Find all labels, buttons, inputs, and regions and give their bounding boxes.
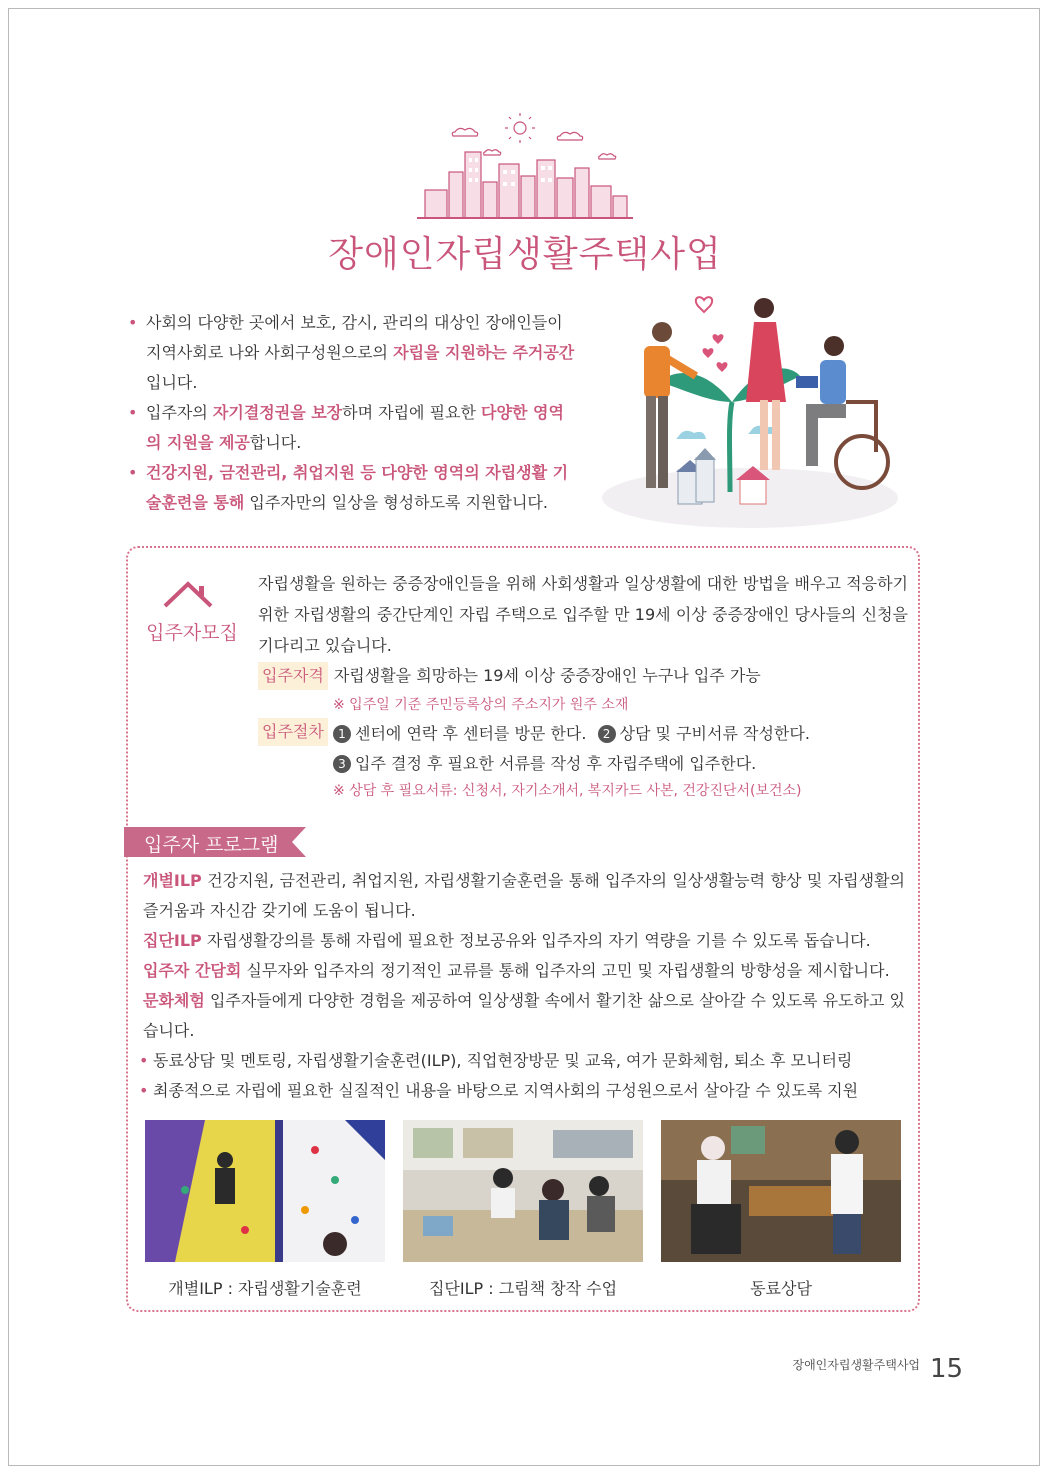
program-item-key: 집단ILP: [143, 931, 202, 950]
intro-text: 합니다.: [249, 433, 302, 452]
program-item-text: 자립생활강의를 통해 자립에 필요한 정보공유와 입주자의 자기 역량을 기를 수 있도록 돕습니다.: [201, 931, 871, 950]
program-item: [143, 956, 905, 986]
recruit-label: 입주자모집: [146, 622, 238, 644]
page-number: 15: [930, 1354, 964, 1384]
procedure-step-line-1: [333, 721, 810, 744]
program-item: [143, 986, 905, 1046]
program-list: [143, 866, 905, 1106]
intro-bullet: [128, 398, 578, 458]
intro-text: 입니다.: [146, 373, 198, 392]
city-skyline-illustration: [415, 112, 635, 222]
program-bullet: • 동료상담 및 멘토링, 자립생활기술훈련(ILP), 직업현장방문 및 교육, 여가 문화체험, 퇴소 후 모니터링: [143, 1046, 905, 1076]
photo-caption-1: 개별ILP : 자립생활기술훈련: [168, 1279, 362, 1298]
program-item-text: 건강지원, 금전관리, 취업지원, 자립생활기술훈련을 통해 입주자의 일상생활능력 향상 및 자립생활의 즐거움과 자신감 갖기에 도움이 됩니다.: [143, 871, 905, 920]
intro-highlight: 자립을 지원하는 주거공간: [393, 343, 575, 362]
recruit-description: 자립생활을 원하는 중증장애인들을 위해 사회생활과 일상생활에 대한 방법을 배우고 적응하기 위한 자립생활의 중간단계인 자립 주택으로 입주할 만 19세 이상 중증장애인 당사들의 신청을 기다리고 있습니다.: [258, 574, 908, 655]
footer-label: 장애인자립생활주택사업: [792, 1358, 920, 1372]
intro-text: 입주자의: [146, 403, 213, 422]
step-number-2: 2: [598, 725, 616, 743]
intro-highlight: 다양한 영역의 지원을 제공: [146, 403, 564, 452]
program-item: [143, 866, 905, 926]
intro-highlight: 건강지원, 금전관리, 취업지원 등 다양한 영역의 자립생활 기술훈련을 통해: [146, 463, 569, 512]
program-bullet: • 최종적으로 자립에 필요한 실질적인 내용을 바탕으로 지역사회의 구성원으로서 살아갈 수 있도록 지원: [143, 1076, 905, 1106]
procedure-step-3: 입주 결정 후 필요한 서류를 작성 후 자립주택에 입주한다.: [355, 754, 757, 773]
program-item-key: 개별ILP: [143, 871, 202, 890]
photo-caption-2: 집단ILP : 그림책 창작 수업: [428, 1279, 618, 1298]
intro-text: 하며 자립에 필요한: [342, 403, 482, 422]
procedure-step-line-2: [333, 751, 756, 774]
qualification-row: [258, 662, 761, 690]
program-item-text: 실무자와 입주자의 정기적인 교류를 통해 입주자의 고민 및 자립생활의 방향성을 제시합니다.: [241, 961, 890, 980]
photo-caption-3: 동료상담: [750, 1279, 812, 1298]
people-plant-illustration: [600, 292, 900, 528]
photo-group-class: [403, 1120, 643, 1262]
step-number-3: 3: [333, 755, 351, 773]
house-roof-icon: [162, 580, 214, 610]
procedure-note: ※ 상담 후 필요서류: 신청서, 자기소개서, 복지카드 사본, 건강진단서(보건소): [333, 783, 802, 799]
intro-text: 입주자만의 일상을 형성하도록 지원합니다.: [244, 493, 548, 512]
photo-climbing-wall: [145, 1120, 385, 1262]
intro-bullet: [128, 308, 578, 398]
intro-bullet: [128, 458, 578, 518]
program-item-text: 입주자들에게 다양한 경험을 제공하여 일상생활 속에서 활기찬 삶으로 살아갈 수 있도록 유도하고 있습니다.: [143, 991, 905, 1040]
qualification-text: 자립생활을 희망하는 19세 이상 중증장애인 누구나 입주 가능: [333, 666, 761, 685]
step-number-1: 1: [333, 725, 351, 743]
qualification-tag: 입주자격: [258, 662, 328, 690]
program-heading-banner: [124, 827, 306, 857]
procedure-step-2: 상담 및 구비서류 작성한다.: [619, 724, 810, 743]
photo-peer-counseling: [661, 1120, 901, 1262]
program-item-key: 문화체험: [143, 991, 205, 1010]
program-heading: 입주자 프로그램: [144, 834, 279, 856]
procedure-step-1: 센터에 연락 후 센터를 방문 한다.: [355, 724, 587, 743]
program-item: [143, 926, 905, 956]
program-item-key: 입주자 간담회: [143, 961, 242, 980]
intro-bullets: [128, 308, 578, 518]
qualification-note: ※ 입주일 기준 주민등록상의 주소지가 원주 소재: [333, 697, 629, 713]
page-title: 장애인자립생활주택사업: [328, 234, 722, 275]
procedure-row: [258, 718, 334, 746]
intro-text: 사회의 다양한 곳에서 보호, 감시, 관리의 대상인 장애인들이 지역사회로 나와 사회구성원으로의: [146, 313, 563, 362]
intro-highlight: 자기결정권을 보장: [212, 403, 343, 422]
procedure-tag: 입주절차: [258, 718, 328, 746]
